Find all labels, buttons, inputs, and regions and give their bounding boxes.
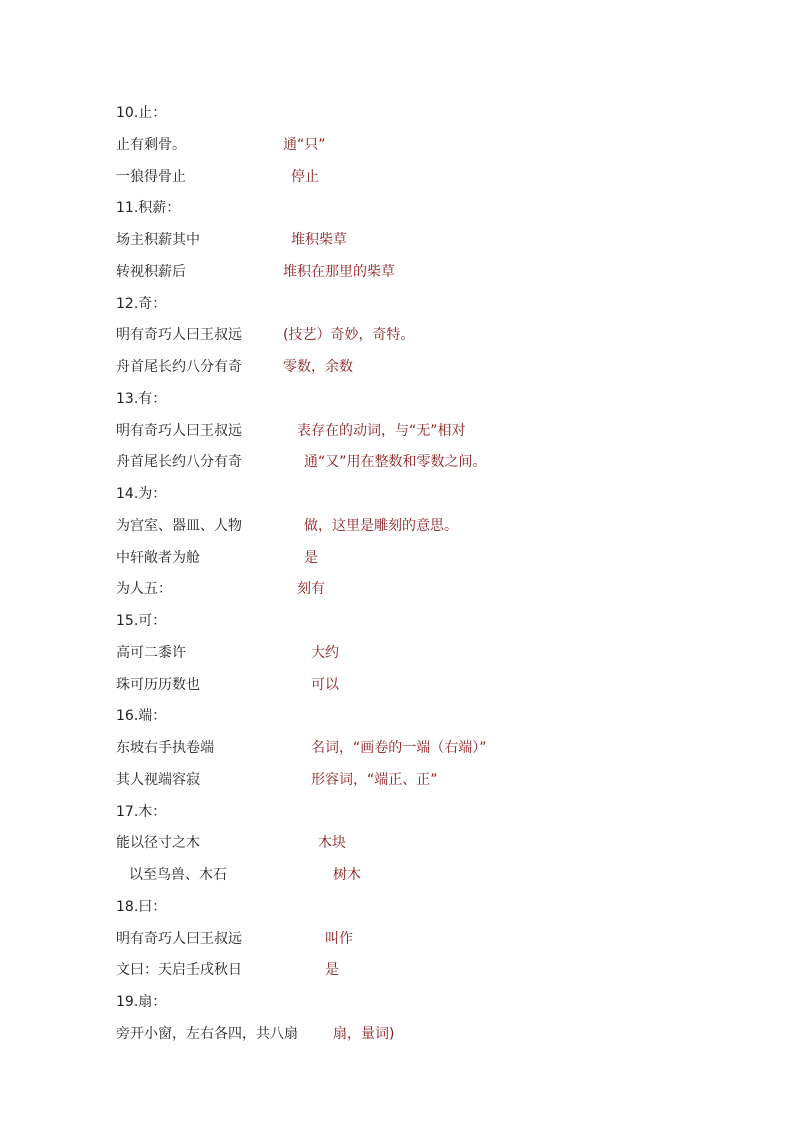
meaning-text: 是 <box>325 962 339 979</box>
meaning-text: 通“又”用在整数和零数之间。 <box>304 454 487 471</box>
source-phrase: 明有奇巧人曰王叔远 <box>116 327 242 344</box>
source-phrase: 旁开小窗，左右各四，共八扇 <box>116 1025 298 1042</box>
meaning-text: 堆积在那里的柴草 <box>283 263 395 280</box>
source-phrase: 为宫室、器皿、人物 <box>116 517 242 534</box>
meaning-text: 名词，“画卷的一端（右端）” <box>311 740 487 756</box>
meaning-text: 木块 <box>318 835 346 852</box>
meaning-text: 通“只” <box>283 136 326 153</box>
meaning-text: 堆积柴草 <box>291 232 347 248</box>
entry-heading: 18.曰： <box>116 898 167 915</box>
entry-heading: 14.为： <box>116 486 167 502</box>
meaning-text: 大约 <box>311 644 339 661</box>
meaning-text: 叫作 <box>325 930 353 947</box>
entry-heading: 15.可： <box>116 613 167 629</box>
meaning-text: 形容词，“端正、正” <box>311 771 438 788</box>
source-phrase: 其人视端容寂 <box>116 771 200 788</box>
meaning-text: 是 <box>304 549 318 566</box>
meaning-text: 做，这里是雕刻的意思。 <box>304 517 458 534</box>
meaning-text: 刻有 <box>297 581 325 598</box>
source-phrase: 转视积薪后 <box>116 263 186 280</box>
entry-heading: 16.端： <box>116 708 167 725</box>
source-phrase: 东坡右手执卷端 <box>116 740 214 756</box>
source-phrase: 场主积薪其中 <box>116 232 200 248</box>
meaning-text: 扇，量词) <box>333 1025 395 1042</box>
source-phrase: 珠可历历数也 <box>116 676 200 693</box>
meaning-text: 可以 <box>311 676 339 693</box>
source-phrase: 中轩敞者为舱 <box>116 549 200 566</box>
source-phrase: 止有剩骨。 <box>116 136 186 153</box>
meaning-text: (技艺）奇妙，奇特。 <box>283 327 415 344</box>
source-phrase: 一狼得骨止 <box>116 168 186 185</box>
entry-heading: 11.积薪： <box>116 200 181 217</box>
entry-heading: 19.扇： <box>116 994 167 1010</box>
source-phrase: 明有奇巧人曰王叔远 <box>116 930 242 947</box>
source-phrase: 明有奇巧人曰王叔远 <box>116 422 242 439</box>
source-phrase: 高可二黍许 <box>116 644 186 661</box>
entry-heading: 12.奇： <box>116 295 167 312</box>
source-phrase: 以至鸟兽、木石 <box>129 867 227 883</box>
meaning-text: 树木 <box>333 867 361 883</box>
meaning-text: 零数，余数 <box>283 359 353 375</box>
source-phrase: 能以径寸之木 <box>116 835 200 852</box>
source-phrase: 舟首尾长约八分有奇 <box>116 359 242 375</box>
entry-heading: 17.木： <box>116 803 167 820</box>
entry-heading: 10.止： <box>116 105 167 121</box>
source-phrase: 文曰：天启壬戌秋日 <box>116 962 242 979</box>
entry-heading: 13.有： <box>116 390 167 407</box>
meaning-text: 表存在的动词，与“无”相对 <box>297 422 466 439</box>
meaning-text: 停止 <box>291 168 319 185</box>
source-phrase: 为人五： <box>116 581 172 598</box>
source-phrase: 舟首尾长约八分有奇 <box>116 454 242 471</box>
